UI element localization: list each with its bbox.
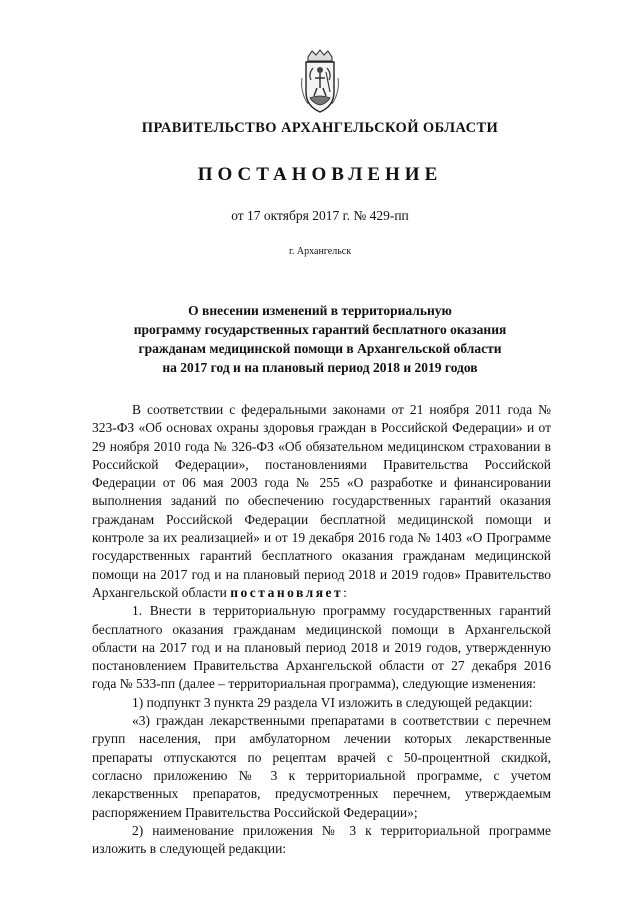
subject-line: программу государственных гарантий бесплатного оказания <box>133 322 507 337</box>
coat-of-arms-emblem <box>296 48 344 120</box>
decree-word: постановляет <box>230 584 344 600</box>
quoted-subparagraph-3: «3) граждан лекарственными препаратами в соответствии с перечнем групп населения, при амбулаторном лечении которых лекарственные препараты отпускаются по рецептам врачей с 50-процентной скидкой, согласно приложению № 3 к территориальной программе, с учетом лекарственных препаратов, предусмотренных перечнем, утверждаемым распоряжением Правительства Российской Федерации»; <box>92 713 551 820</box>
document-type-title: ПОСТАНОВЛЕНИЕ <box>197 164 443 185</box>
decree-subject <box>80 301 560 377</box>
organization-heading: ПРАВИТЕЛЬСТВО АРХАНГЕЛЬСКОЙ ОБЛАСТИ <box>141 120 499 136</box>
decree-colon: : <box>343 584 347 600</box>
subparagraph-1: 1) подпункт 3 пункта 29 раздела VI изложить в следующей редакции: <box>132 694 533 710</box>
subparagraph-2: 2) наименование приложения № 3 к территориальной программе изложить в следующей редакции: <box>92 822 551 857</box>
preamble-text: В соответствии с федеральными законами от 21 ноября 2011 года № 323-ФЗ «Об основах охраны здоровья граждан в Российской Федерации» и от 29 ноября 2010 года № 326-ФЗ «Об обязательном медицинском страховании в Российской Федерации», постановлениями Правительства Российской Федерации от 06 мая 2003 года № 255 «О разработке и финансировании выполнения заданий по обеспечению государственных гарантий оказания гражданам Российской Федерации бесплатной медицинской помощи и контроле за их реализацией» и от 19 декабря 2016 года № 1403 «О Программе государственных гарантий бесплатного оказания гражданам медицинской помощи на 2017 год и на плановый период 2018 и 2019 годов» Правительство Архангельской области <box>92 402 551 600</box>
subject-line: гражданам медицинской помощи в Архангельской области <box>138 341 502 356</box>
subject-line: О внесении изменений в территориальную <box>188 303 452 318</box>
paragraph-1: 1. Внести в территориальную программу государственных гарантий бесплатного оказания гражданам медицинской помощи в Архангельской области на 2017 год и на плановый период 2018 и 2019 годов, утвержденную постановлением Правительства Архангельской области от 27 декабря 2016 года № 533-пп (далее – территориальная программа), следующие изменения: <box>92 603 551 692</box>
preamble-paragraph <box>92 401 551 602</box>
city-label: г. Архангельск <box>288 246 352 257</box>
date-and-number: от 17 октября 2017 г. № 429-пп <box>231 208 409 223</box>
arkhangelsk-coat-of-arms-icon <box>296 48 344 120</box>
decree-body <box>92 401 551 858</box>
subject-line: на 2017 год и на плановый период 2018 и 2019 годов <box>162 360 478 375</box>
